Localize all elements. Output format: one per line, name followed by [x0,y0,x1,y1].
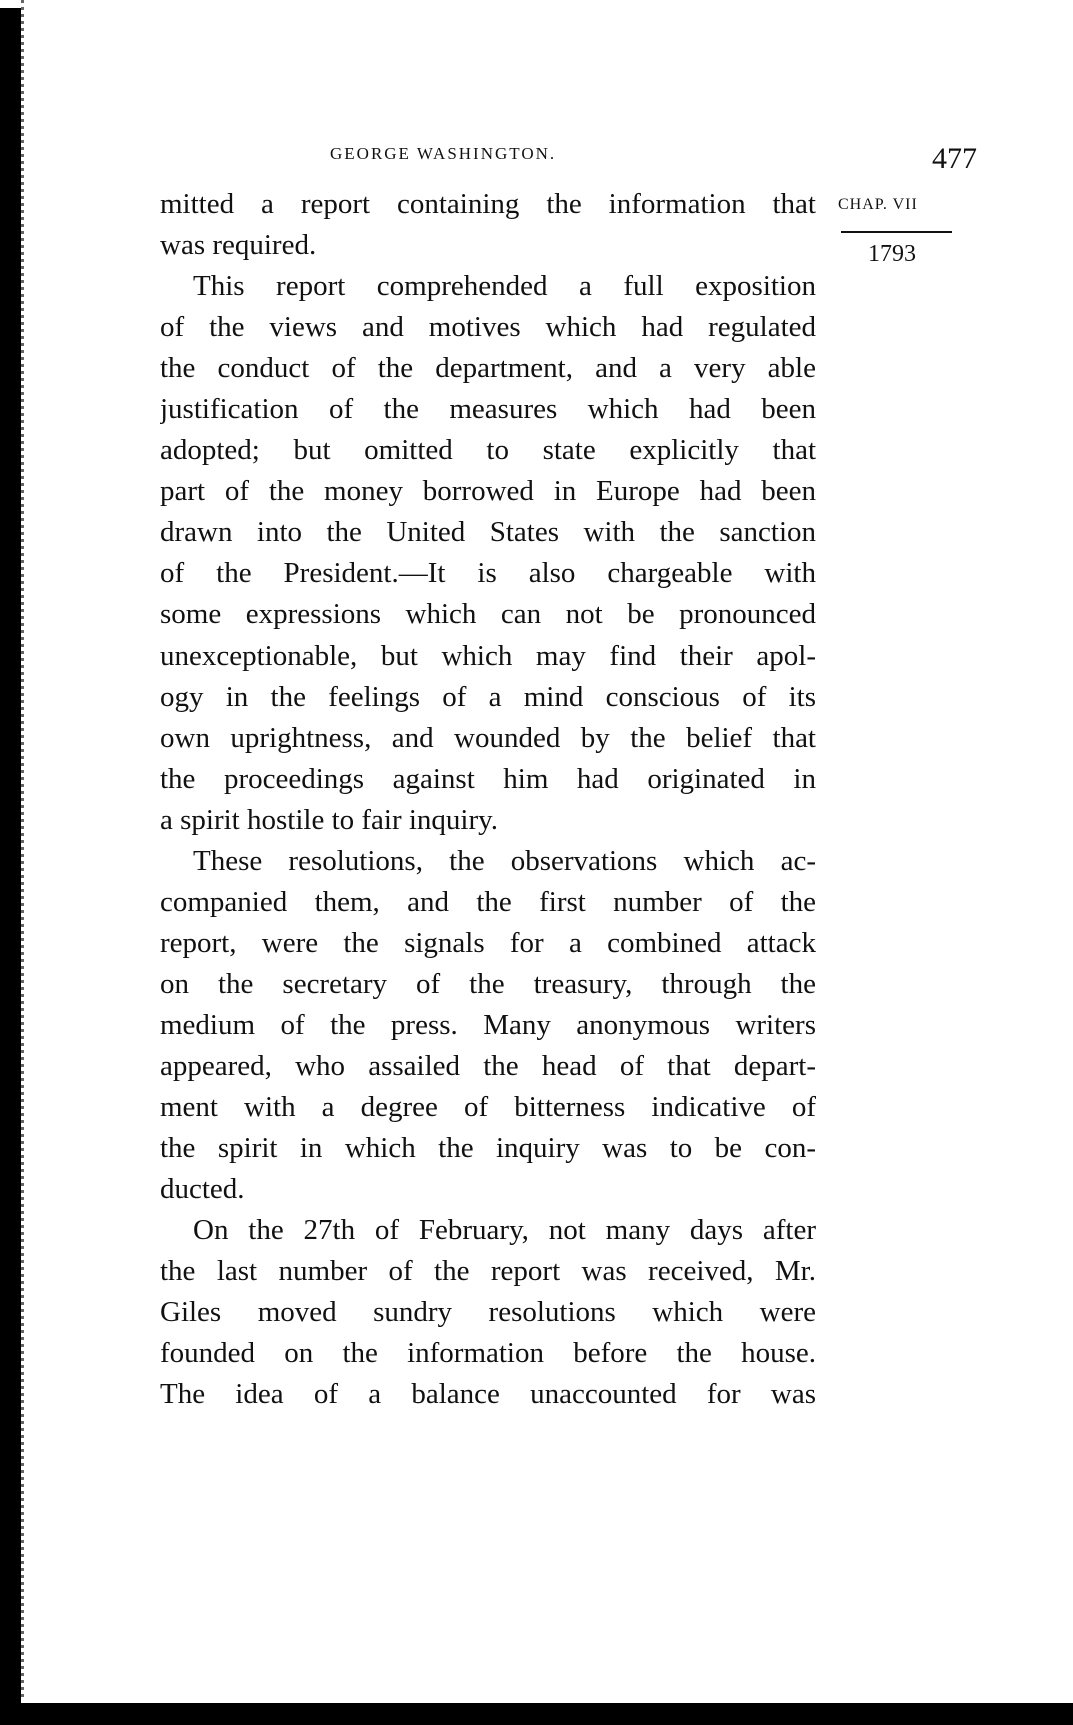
paragraph [160,184,816,266]
text-line: own uprightness, and wounded by the belief that [160,721,816,754]
text-line: the spirit in which the inquiry was to be con- [160,1132,816,1165]
paragraph [160,841,816,1210]
text-line: Giles moved sundry resolutions which were [160,1296,816,1329]
margin-year: 1793 [868,241,916,267]
text-line: unexceptionable, but which may find their apol- [160,639,816,672]
text-line: This report comprehended a full exposition [193,270,816,303]
text-line: ment with a degree of bitterness indicative of [160,1091,816,1124]
text-line: adopted; but omitted to state explicitly that [160,434,816,467]
text-line: was required. [160,229,317,262]
paragraph [160,1210,816,1415]
margin-rule [841,231,952,233]
margin-chapter: CHAP. VII [838,196,918,213]
text-line: the proceedings against him had originated in [160,762,816,795]
text-line: drawn into the United States with the sanction [160,516,816,549]
text-line: report, were the signals for a combined attack [160,926,816,959]
scan-bottom-edge [0,1703,1073,1725]
text-line: justification of the measures which had been [160,393,816,426]
paragraph [160,266,816,841]
running-head: GEORGE WASHINGTON. [330,144,557,163]
body-text [160,184,816,1415]
text-line: of the views and motives which had regulated [160,311,816,344]
scan-left-edge-texture [21,0,24,1700]
scan-left-edge [0,8,21,1725]
text-line: a spirit hostile to fair inquiry. [160,803,499,836]
text-line: ducted. [160,1173,245,1206]
text-line: part of the money borrowed in Europe had been [160,475,816,508]
text-line: On the 27th of February, not many days after [193,1214,816,1247]
text-line: on the secretary of the treasury, through the [160,967,816,1000]
page-number: 477 [932,142,977,175]
text-line: mitted a report containing the information that [160,188,816,220]
text-line: founded on the information before the house. [160,1337,816,1370]
text-line: The idea of a balance unaccounted for was [160,1378,816,1411]
text-line: of the President.—It is also chargeable with [160,557,816,590]
text-line: some expressions which can not be pronounced [160,598,816,631]
text-line: companied them, and the first number of the [160,885,816,918]
text-line: the conduct of the department, and a very able [160,352,816,385]
text-line: ogy in the feelings of a mind conscious of its [160,680,816,713]
text-line: These resolutions, the observations which ac- [193,844,816,877]
text-line: medium of the press. Many anonymous writers [160,1008,816,1041]
text-line: the last number of the report was received, Mr. [160,1255,816,1288]
text-line: appeared, who assailed the head of that depart- [160,1049,816,1082]
